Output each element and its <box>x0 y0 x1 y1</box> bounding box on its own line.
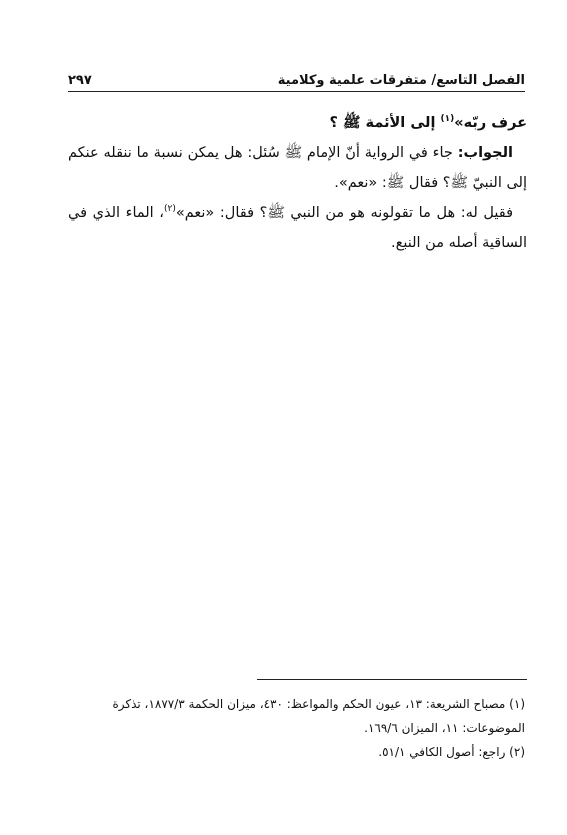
paragraph-3 <box>68 198 527 258</box>
footnotes <box>68 692 525 764</box>
footnote-ref-1: (١) <box>440 114 455 125</box>
footnote-ref-2: (٢) <box>164 204 176 215</box>
header-divider <box>68 91 525 92</box>
answer-label: الجواب: <box>457 145 513 161</box>
main-text <box>68 108 527 258</box>
paragraph-3-text-b: ، الماء الذي في الساقية أصله من النبع. <box>68 205 527 251</box>
page-number: ٢٩٧ <box>68 73 92 88</box>
paragraph-2-text: جاء في الرواية أنّ الإمام ﷺ سُئل: هل يمكن نسبة ما ننقله عنكم إلى النبيّ ﷺ؟ فقال ﷺ: «نعم». <box>68 145 527 191</box>
footnote-1: (١) مصباح الشريعة: ١٣، عيون الحكم والمواعظ: ٤٣٠، ميزان الحكمة ١٨٧٧/٣، تذكرة الموضوعات: ١١، الميزان ١٦٩/٦. <box>112 697 525 735</box>
running-header <box>68 64 525 88</box>
paragraph-3-text-a: فقيل له: هل ما تقولونه هو من النبي ﷺ؟ فقال: «نعم» <box>175 205 514 221</box>
paragraph-2 <box>68 138 527 198</box>
footnote-2: (٢) راجع: أصول الكافي ٥١/١. <box>378 745 525 759</box>
paragraph-1-text: عرف ربّه» <box>454 115 527 131</box>
paragraph-1 <box>68 108 527 138</box>
chapter-title: الفصل التاسع/ متفرقات علمية وكلامية <box>277 73 525 88</box>
paragraph-1-tail: إلى الأئمة ﷺ ؟ <box>329 115 441 131</box>
footnote-divider <box>257 679 527 680</box>
